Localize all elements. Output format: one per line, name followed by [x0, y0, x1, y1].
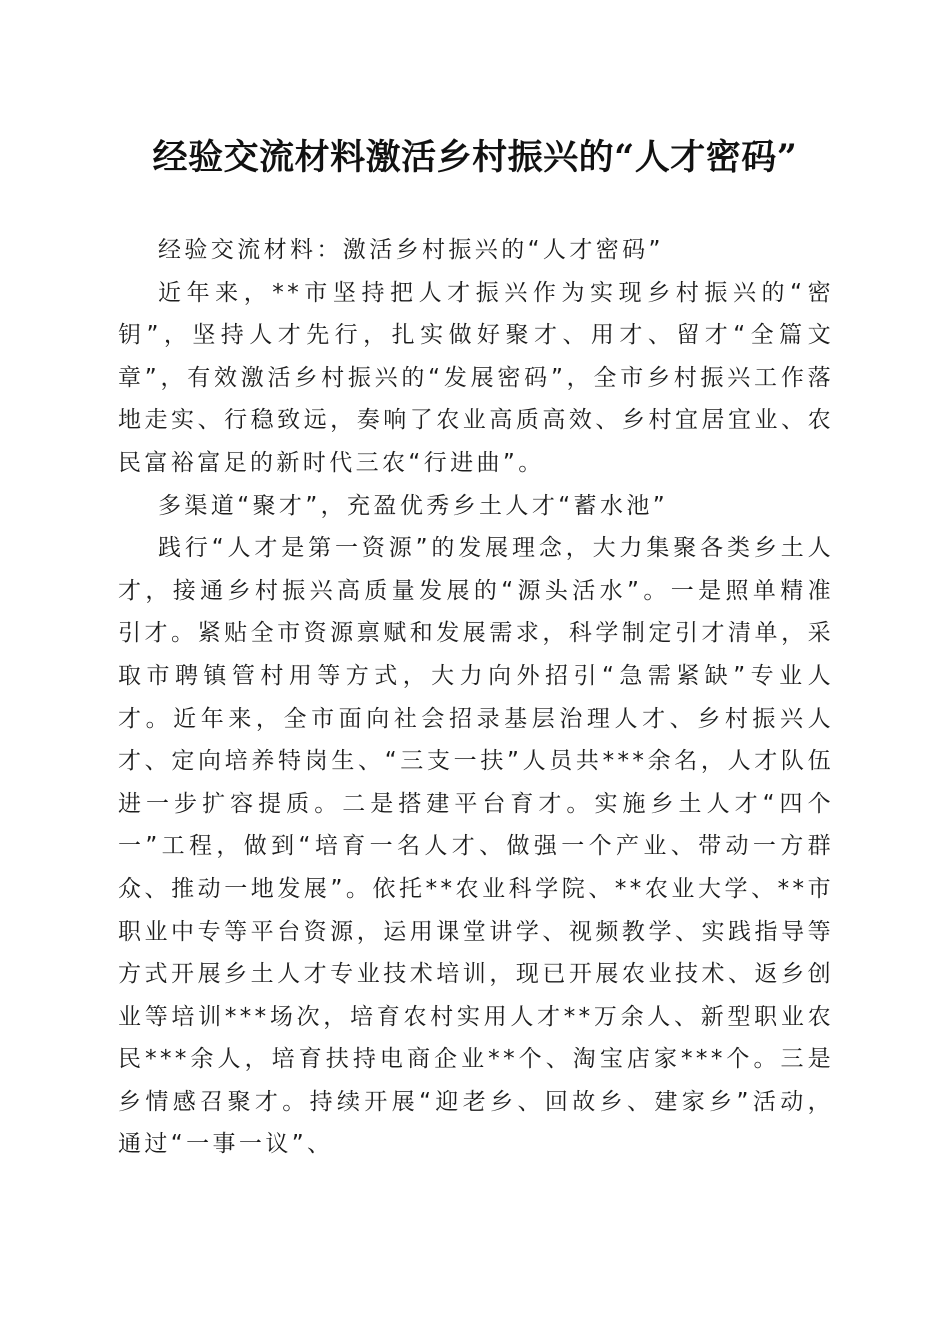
document-body	[118, 229, 834, 1166]
paragraph-section-heading: 多渠道“聚才”，充盈优秀乡土人才“蓄水池”	[158, 492, 669, 519]
paragraph-section-body: 践行“人才是第一资源”的发展理念，大力集聚各类乡土人才，接通乡村振兴高质量发展的“源头活水”。一是照单精准引才。紧贴全市资源禀赋和发展需求，科学制定引才清单，采取市聘镇管村用等方式，大力向外招引“急需紧缺”专业人才。近年来，全市面向社会招录基层治理人才、乡村振兴人才、定向培养特岗生、“三支一扶”人员共***余名，人才队伍进一步扩容提质。二是搭建平台育才。实施乡土人才“四个一”工程，做到“培育一名人才、做强一个产业、带动一方群众、推动一地发展”。依托**农业科学院、**农业大学、**市职业中专等平台资源，运用课堂讲学、视频教学、实践指导等方式开展乡土人才专业技术培训，现已开展农业技术、返乡创业等培训***场次，培育农村实用人才**万余人、新型职业农民***余人，培育扶持电商企业**个、淘宝店家***个。三是乡情感召聚才。持续开展“迎老乡、回故乡、建家乡”活动，通过“一事一议”、	[118, 535, 834, 1158]
document-title: 经验交流材料激活乡村振兴的“人才密码”	[152, 137, 798, 178]
paragraph-intro: 近年来，**市坚持把人才振兴作为实现乡村振兴的“密钥”，坚持人才先行，扎实做好聚才、用才、留才“全篇文章”，有效激活乡村振兴的“发展密码”，全市乡村振兴工作落地走实、行稳致远，奏响了农业高质高效、乡村宜居宜业、农民富裕富足的新时代三农“行进曲”。	[118, 279, 834, 476]
paragraph-subtitle: 经验交流材料：激活乡村振兴的“人才密码”	[158, 237, 664, 263]
